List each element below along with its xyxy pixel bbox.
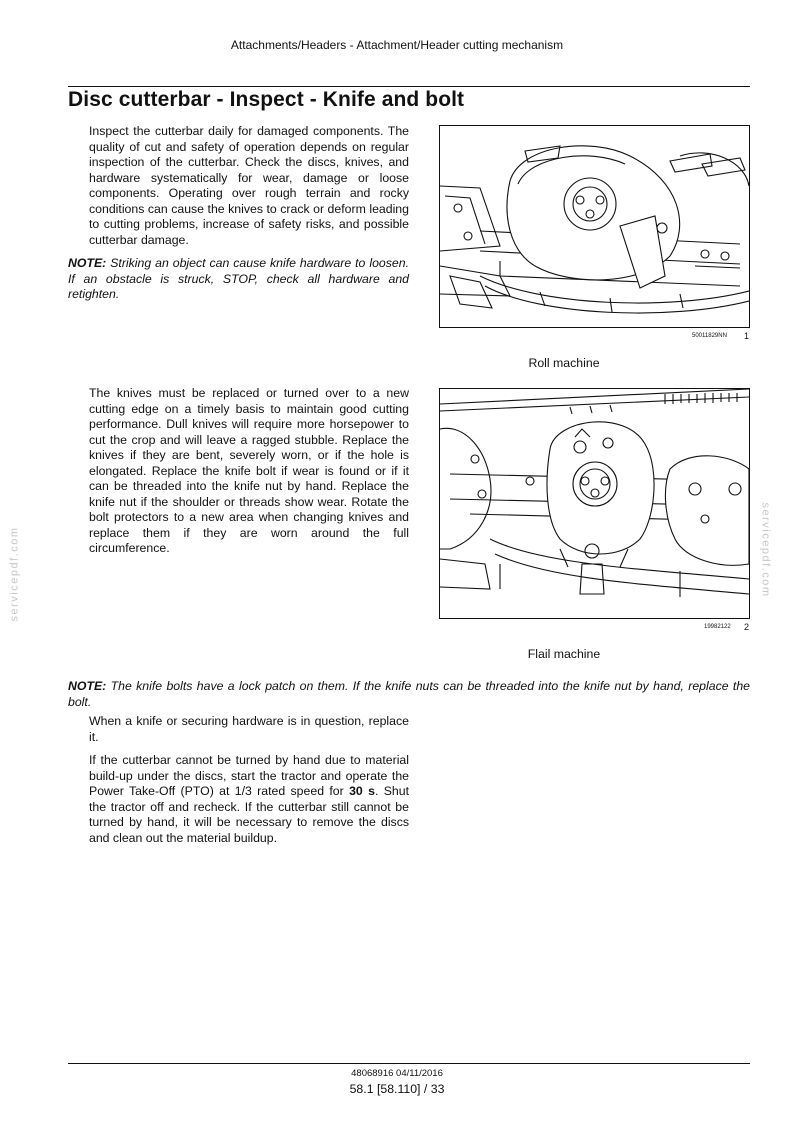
figure-flail-machine (439, 388, 750, 619)
footer-document-id: 48068916 04/11/2016 (351, 1068, 443, 1079)
watermark-left: servicepdf.com (8, 526, 21, 622)
cutterbar-buildup-paragraph (89, 753, 409, 846)
buildup-text-start: If the cutterbar cannot be turned by hand due to material build-up under the discs, start the tractor and operate the Power Take-Off (PTO) at 1/3 rated speed for (89, 753, 409, 798)
note2-label: NOTE: (68, 679, 107, 693)
roll-machine-illustration (440, 126, 749, 327)
figure1-code: 50011829NN (692, 333, 727, 339)
figure2-number: 2 (744, 622, 750, 632)
note-lock-patch (68, 679, 750, 710)
flail-machine-illustration (440, 389, 749, 618)
figure1-number: 1 (744, 331, 750, 341)
figure2-code: 19982122 (704, 624, 731, 630)
figure1-caption: Roll machine (528, 356, 600, 370)
buildup-text-end: . Shut the tractor off and recheck. If the cutterbar still cannot be turned by hand, it will be necessary to remove the discs and clean out the material buildup. (89, 784, 409, 845)
note-label: NOTE: (68, 256, 107, 270)
header-rule (68, 86, 750, 87)
figure-roll-machine (439, 125, 750, 328)
buildup-duration: 30 s (349, 784, 375, 798)
inspection-paragraph: Inspect the cutterbar daily for damaged components. The quality of cut and safety of operation depends on regular inspection of the cutterbar. Check the discs, knives, and hardware systematically for wear, damage or loose components. Operating over rough terrain and rocky conditions can cause the knives to crack or deform leading to cutting problems, increase of safety risks, and possible cutterbar damage. (89, 124, 409, 247)
replace-hardware-paragraph: When a knife or securing hardware is in question, replace it. (89, 714, 409, 744)
page-title: Disc cutterbar - Inspect - Knife and bolt (68, 88, 465, 111)
note-text: Striking an object can cause knife hardware to loosen. If an obstacle is struck, STOP, check all hardware and retighten. (68, 256, 409, 301)
footer-rule (68, 1063, 750, 1064)
watermark-right: servicepdf.com (759, 502, 772, 598)
running-header: Attachments/Headers - Attachment/Header cutting mechanism (230, 38, 564, 52)
footer-page-number: 58.1 [58.110] / 33 (349, 1082, 445, 1096)
knife-replacement-paragraph: The knives must be replaced or turned over to a new cutting edge on a timely basis to maintain good cutting performance. Dull knives will require more horsepower to cut the crop and will leave a ragged stubble. Replace the knives if they are bent, severely worn, or if the hole is elongated. Replace the knife bolt if wear is found or if it can be threaded into the knife nut by hand. Replace the knife nut if the shoulder or threads show wear. Rotate the bolt protectors to a new area when changing knives and replace them if they are worn around the full circumference. (89, 386, 409, 555)
note-striking-object (68, 256, 409, 303)
note2-text: The knife bolts have a lock patch on them. If the knife nuts can be threaded into the knife nut by hand, replace the bolt. (68, 679, 750, 709)
figure2-caption: Flail machine (527, 647, 601, 661)
